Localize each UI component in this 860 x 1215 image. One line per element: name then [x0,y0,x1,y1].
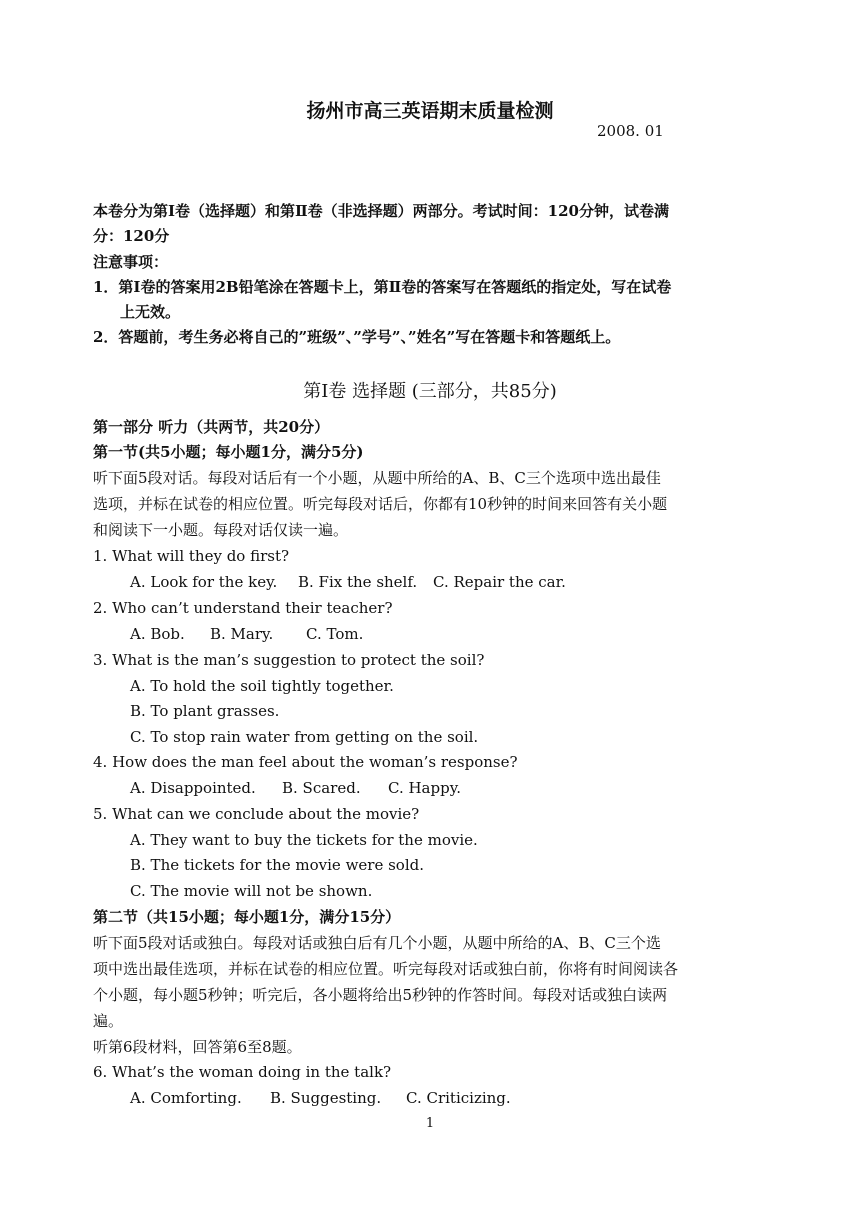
notice-item-2: 2．答题前，考生务必将自己的”班级”、”学号”、”姓名”写在答题卡和答题纸上。 [93,328,621,346]
q1-option-a: A. Look for the key. [130,573,278,591]
notice-heading: 注意事项： [93,253,169,271]
intro-line-2: 分：120分 [93,227,170,245]
page-number: 1 [425,1116,435,1131]
q4-option-b: B. Scared. [282,779,361,797]
question-3: 3. What is the man’s suggestion to protect the soil? [93,651,485,669]
sec1-instr-1: 听下面5段对话。每段对话后有一个小题，从题中所给的A、B、C三个选项中选出最佳 [93,469,661,487]
sec1-instr-3: 和阅读下一小题。每段对话仅读一遍。 [93,521,349,539]
q5-option-b: B. The tickets for the movie were sold. [130,856,425,874]
sec2-instr-4: 遍。 [93,1012,124,1030]
q6-option-c: C. Criticizing. [406,1089,511,1107]
sec2-instr-2: 项中选出最佳选项，并标在试卷的相应位置。听完每段对话或独白前，你将有时间阅读各 [93,960,679,978]
sec1-instr-2: 选项，并标在试卷的相应位置。听完每段对话后，你都有10秒钟的时间来回答有关小题 [93,495,668,513]
q4-option-c: C. Happy. [388,779,461,797]
sec2-instr-3: 个小题，每小题5秒钟；听完后，各小题将给出5秒钟的作答时间。每段对话或独白读两 [93,986,668,1004]
sec1-heading: 第一节(共5小题；每小题1分，满分5分) [93,443,364,461]
q4-option-a: A. Disappointed. [130,779,256,797]
q1-option-c: C. Repair the car. [433,573,566,591]
q3-option-c: C. To stop rain water from getting on the soil. [130,728,479,746]
q2-option-c: C. Tom. [306,625,364,643]
q1-option-b: B. Fix the shelf. [298,573,418,591]
q2-option-b: B. Mary. [210,625,274,643]
q6-option-a: A. Comforting. [130,1089,242,1107]
q3-option-a: A. To hold the soil tightly together. [130,677,394,695]
question-1: 1. What will they do first? [93,547,290,565]
sec2-heading: 第二节（共15小题；每小题1分，满分15分） [93,908,401,926]
notice-item-1-cont: 上无效。 [120,303,181,321]
document-date: 2008. 01 [597,122,664,140]
question-5: 5. What can we conclude about the movie? [93,805,420,823]
notice-item-1: 1．第Ⅰ卷的答案用2B铅笔涂在答题卡上，第Ⅱ卷的答案写在答题纸的指定处，写在试卷 [93,278,672,296]
document-title: 扬州市高三英语期末质量检测 [306,100,554,122]
q5-option-a: A. They want to buy the tickets for the movie. [130,831,478,849]
material-6-note: 听第6段材料，回答第6至8题。 [93,1038,302,1056]
q3-option-b: B. To plant grasses. [130,702,280,720]
q2-option-a: A. Bob. [130,625,185,643]
q5-option-c: C. The movie will not be shown. [130,882,373,900]
intro-line-1: 本卷分为第Ⅰ卷（选择题）和第Ⅱ卷（非选择题）两部分。考试时间：120分钟，试卷满 [93,202,669,220]
sec2-instr-1: 听下面5段对话或独白。每段对话或独白后有几个小题，从题中所给的A、B、C三个选 [93,934,661,952]
question-4: 4. How does the man feel about the woman’s response? [93,753,518,771]
question-2: 2. Who can’t understand their teacher? [93,599,393,617]
section-title: 第Ⅰ卷 选择题 (三部分，共85分) [303,381,557,402]
q6-option-b: B. Suggesting. [270,1089,382,1107]
part1-heading: 第一部分 听力（共两节，共20分） [93,418,330,436]
question-6: 6. What’s the woman doing in the talk? [93,1063,392,1081]
